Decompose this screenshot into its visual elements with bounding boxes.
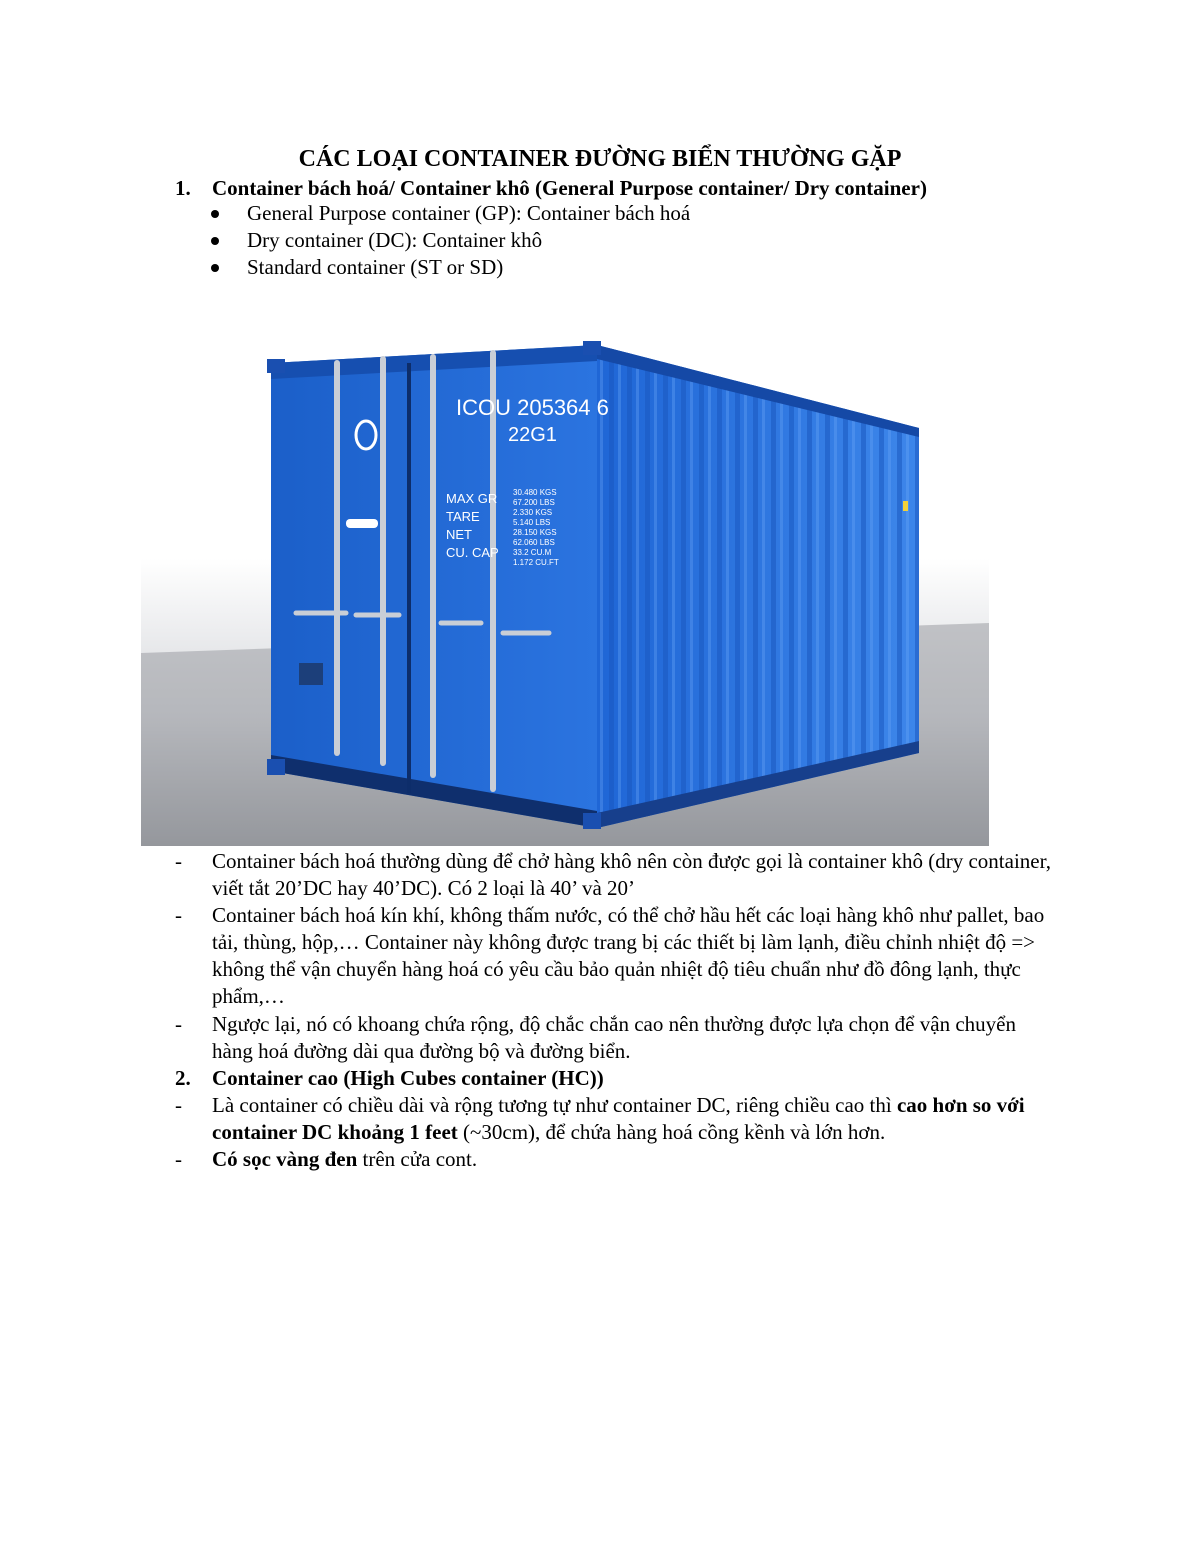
section-2-number: 2. — [175, 1066, 191, 1090]
section-1-number: 1. — [175, 176, 191, 200]
container-type-code: 22G1 — [508, 424, 557, 446]
dash-item-text: Là container có chiều dài và rộng tương tự như container DC, riêng chiều cao thì cao hơn so với container DC khoảng 1 feet (~30cm), để chứa hàng hoá cồng kềnh và lớn hơn. — [212, 1093, 1025, 1144]
svg-text:NET: NET — [446, 527, 472, 542]
door-plate — [346, 519, 378, 528]
svg-text:28.150 KGS: 28.150 KGS — [513, 528, 557, 537]
dash-item-text: Container bách hoá thường dùng để chở hàng khô nên còn được gọi là container khô (dry container, viết tắt 20’DC hay 40’DC). Có 2 loại là 40’ và 20’ — [212, 849, 1051, 900]
svg-text:33.2 CU.M: 33.2 CU.M — [513, 548, 552, 557]
page-title: CÁC LOẠI CONTAINER ĐƯỜNG BIỂN THƯỜNG GẶP — [298, 146, 902, 172]
dash-item-text: Ngược lại, nó có khoang chứa rộng, độ chắc chắn cao nên thường được lựa chọn để vận chuyển hàng hoá đường dài qua đường bộ và đường biển. — [212, 1012, 1016, 1063]
svg-text:MAX GR: MAX GR — [446, 491, 498, 506]
svg-text:TARE: TARE — [446, 509, 480, 524]
container-code: ICOU 205364 6 — [456, 395, 609, 420]
svg-text:67.200 LBS: 67.200 LBS — [513, 498, 555, 507]
side-marker — [903, 501, 908, 511]
svg-text:CU. CAP: CU. CAP — [446, 545, 499, 560]
bullet-icon — [211, 264, 219, 272]
list-item: Dry container (DC): Container khô — [211, 227, 690, 254]
svg-text:1.172 CU.FT: 1.172 CU.FT — [513, 558, 559, 567]
list-item: General Purpose container (GP): Container bách hoá — [211, 200, 690, 227]
section-1-bullet-list — [211, 200, 690, 281]
section-1-title: Container bách hoá/ Container khô (General Purpose container/ Dry container) — [212, 176, 927, 200]
svg-text:2.330 KGS: 2.330 KGS — [513, 508, 553, 517]
section-2-title: Container cao (High Cubes container (HC)) — [212, 1066, 604, 1090]
document-page: CÁC LOẠI CONTAINER ĐƯỜNG BIỂN THƯỜNG GẶP 1. Container bách hoá/ Container khô (General Purpose container/ Dry container) General Purpose container (GP): Container bách hoá Dry container (DC): Container khô Standard container (ST or SD) ICOU 205364 6 22G1 MAX GR TARE NET CU. CAP 30.480 KGS 67.200 LBS 2.330 KGS 5.140 LBS 28.150 KGS 62.060 LBS 33.2 CU.M 1.172 CU.FT - Container bách hoá thường dùng để chở hàng khô nên còn được gọi là container khô (dry container, viết tắt 20’DC hay 40’DC). Có 2 loại là 40’ và 20’ - Container bách hoá kín khí, không thấm nước, có thể chở hầu hết các loại hàng khô như pallet, bao tải, thùng, hộp,… Container này không được trang bị các thiết bị làm lạnh, điều chỉnh nhiệt độ => không thể vận chuyển hàng hoá có yêu cầu bảo quản nhiệt độ tiêu chuẩn như đồ đông lạnh, thực phẩm,… - Ngược lại, nó có khoang chứa rộng, độ chắc chắn cao nên thường được lựa chọn để vận chuyển hàng hoá đường dài qua đường bộ và đường biển. 2. Container cao (High Cubes container (HC)) - Là container có chiều dài và rộng tương tự như container DC, riêng chiều cao thì cao hơn so với container DC khoảng 1 feet (~30cm), để chứa hàng hoá cồng kềnh và lớn hơn. - Có sọc vàng đen trên cửa cont. — [0, 0, 1200, 1553]
bullet-icon — [211, 237, 219, 245]
list-item: Standard container (ST or SD) — [211, 254, 690, 281]
bullet-icon — [211, 210, 219, 218]
svg-text:62.060 LBS: 62.060 LBS — [513, 538, 555, 547]
dash-item-text: Container bách hoá kín khí, không thấm nước, có thể chở hầu hết các loại hàng khô như pallet, bao tải, thùng, hộp,… Container này không được trang bị các thiết bị làm lạnh, điều chỉnh nhiệt độ => không thể vận chuyển hàng hoá có yêu cầu bảo quản nhiệt độ tiêu chuẩn như đồ đông lạnh, thực phẩm,… — [212, 903, 1045, 1008]
csc-plate — [299, 663, 323, 685]
dash-item-text: Có sọc vàng đen trên cửa cont. — [212, 1147, 478, 1171]
svg-text:5.140 LBS: 5.140 LBS — [513, 518, 551, 527]
container-photo — [141, 323, 989, 846]
svg-text:30.480 KGS: 30.480 KGS — [513, 488, 557, 497]
